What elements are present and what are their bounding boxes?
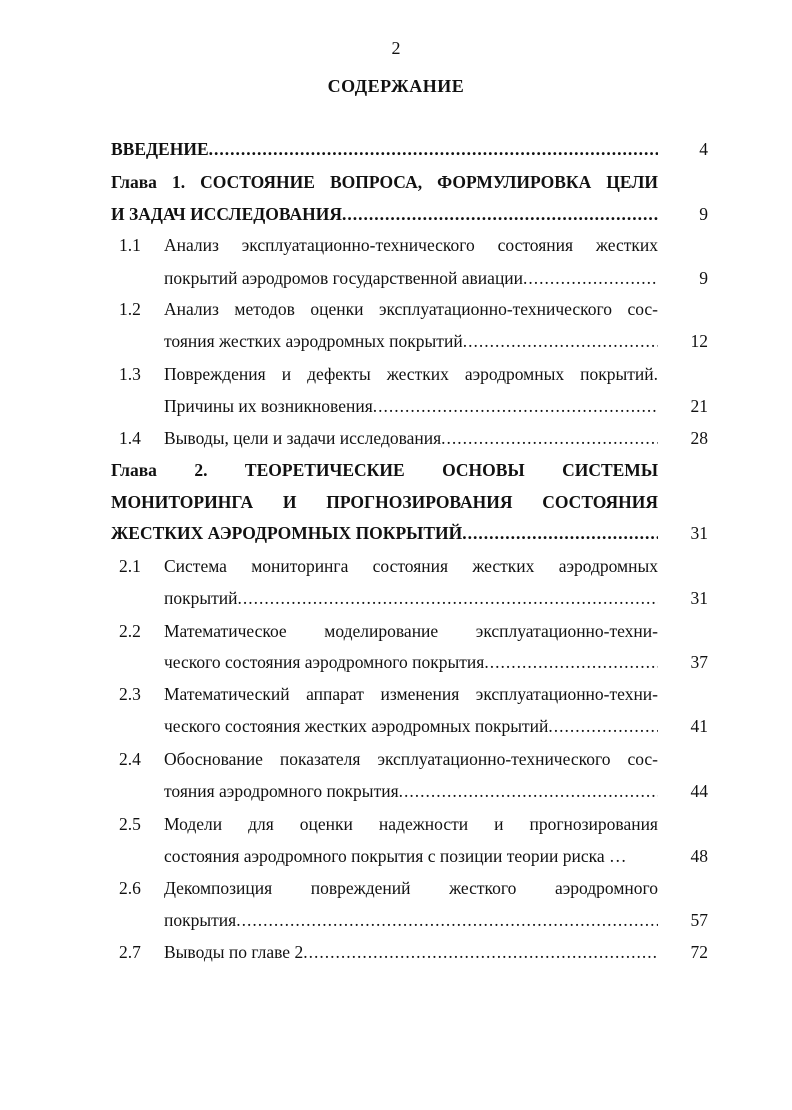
toc-2-4-line1: Обоснование показателя эксплуатационно-технического сос- <box>164 749 658 769</box>
toc-chapter-1-line2: И ЗАДАЧ ИССЛЕДОВАНИЯ ..... <box>111 203 658 225</box>
dot-leader <box>236 909 658 931</box>
toc-page-1-3: 21 <box>690 396 708 416</box>
toc-num-1-1: 1.1 <box>119 235 141 255</box>
toc-page-2-2: 37 <box>690 652 708 672</box>
toc-page-2-1: 31 <box>690 588 708 608</box>
dot-leader <box>399 780 658 802</box>
toc-num-2-5: 2.5 <box>119 814 141 834</box>
toc-chapter-2-line2: МОНИТОРИНГА И ПРОГНОЗИРОВАНИЯ СОСТОЯНИЯ <box>111 492 658 512</box>
toc-2-3-line1: Математический аппарат изменения эксплуатационно-техни- <box>164 684 658 704</box>
toc-1-4-line1: Выводы, цели и задачи исследования ..... <box>164 427 658 449</box>
toc-title: СОДЕРЖАНИЕ <box>327 76 465 96</box>
toc-2-4-line2: тояния аэродромного покрытия ..... <box>164 780 658 802</box>
toc-page-2-3: 41 <box>690 716 708 736</box>
toc-2-3-line2: ческого состояния жестких аэродромных покрытий ..... <box>164 715 658 737</box>
toc-num-1-2: 1.2 <box>119 299 141 319</box>
toc-page-chapter-2: 31 <box>690 523 708 543</box>
toc-num-2-3: 2.3 <box>119 684 141 704</box>
dot-leader <box>303 941 658 963</box>
toc-2-2-line1: Математическое моделирование эксплуатационно-техни- <box>164 621 658 641</box>
toc-1-2-line2: тояния жестких аэродромных покрытий ..... <box>164 330 658 352</box>
toc-1-3-line2: Причины их возникновения ..... <box>164 395 658 417</box>
dot-leader <box>209 138 658 160</box>
dot-leader <box>342 203 658 225</box>
toc-2-5-line1: Модели для оценки надежности и прогнозирования <box>164 814 658 834</box>
dot-leader <box>441 427 658 449</box>
page-number: 2 <box>391 38 401 58</box>
toc-2-2-line2: ческого состояния аэродромного покрытия ..... <box>164 651 658 673</box>
dot-leader <box>373 395 658 417</box>
toc-1-2-line1: Анализ методов оценки эксплуатационно-технического сос- <box>164 299 658 319</box>
toc-2-1-line1: Система мониторинга состояния жестких аэродромных <box>164 556 658 576</box>
toc-num-2-1: 2.1 <box>119 556 141 576</box>
toc-page-2-5: 48 <box>690 846 708 866</box>
toc-page-introduction: 4 <box>699 139 708 159</box>
toc-page-1-1: 9 <box>699 268 708 288</box>
toc-2-7-line1: Выводы по главе 2 ..... <box>164 941 658 963</box>
toc-chapter-2-line1: Глава 2. ТЕОРЕТИЧЕСКИЕ ОСНОВЫ СИСТЕМЫ <box>111 460 658 480</box>
toc-num-1-3: 1.3 <box>119 364 141 384</box>
toc-num-2-6: 2.6 <box>119 878 141 898</box>
dot-leader <box>523 267 658 289</box>
toc-1-3-line1: Повреждения и дефекты жестких аэродромных покрытий. <box>164 364 658 384</box>
toc-page-2-4: 44 <box>690 781 708 801</box>
toc-num-2-4: 2.4 <box>119 749 141 769</box>
toc-entry-introduction: ВВЕДЕНИЕ ..... <box>111 138 658 160</box>
dot-leader <box>548 715 658 737</box>
toc-page-1-2: 12 <box>690 331 708 351</box>
toc-page-chapter-1: 9 <box>699 204 708 224</box>
toc-1-1-line1: Анализ эксплуатационно-технического состояния жестких <box>164 235 658 255</box>
toc-page-2-6: 57 <box>690 910 708 930</box>
toc-2-6-line1: Декомпозиция повреждений жесткого аэродромного <box>164 878 658 898</box>
toc-page-1-4: 28 <box>690 428 708 448</box>
dot-leader <box>238 587 658 609</box>
toc-num-2-7: 2.7 <box>119 942 141 962</box>
toc-num-1-4: 1.4 <box>119 428 141 448</box>
dot-leader <box>462 522 658 544</box>
toc-num-2-2: 2.2 <box>119 621 141 641</box>
toc-2-5-line2: состояния аэродромного покрытия с позиции теории риска … <box>164 846 627 866</box>
dot-leader <box>463 330 658 352</box>
toc-chapter-1-line1: Глава 1. СОСТОЯНИЕ ВОПРОСА, ФОРМУЛИРОВКА ЦЕЛИ <box>111 172 658 192</box>
toc-2-6-line2: покрытия ..... <box>164 909 658 931</box>
toc-chapter-2-line3: ЖЕСТКИХ АЭРОДРОМНЫХ ПОКРЫТИЙ ..... <box>111 522 658 544</box>
toc-1-1-line2: покрытий аэродромов государственной авиации ..... <box>164 267 658 289</box>
toc-page-2-7: 72 <box>690 942 708 962</box>
dot-leader <box>484 651 658 673</box>
toc-2-1-line2: покрытий ..... <box>164 587 658 609</box>
